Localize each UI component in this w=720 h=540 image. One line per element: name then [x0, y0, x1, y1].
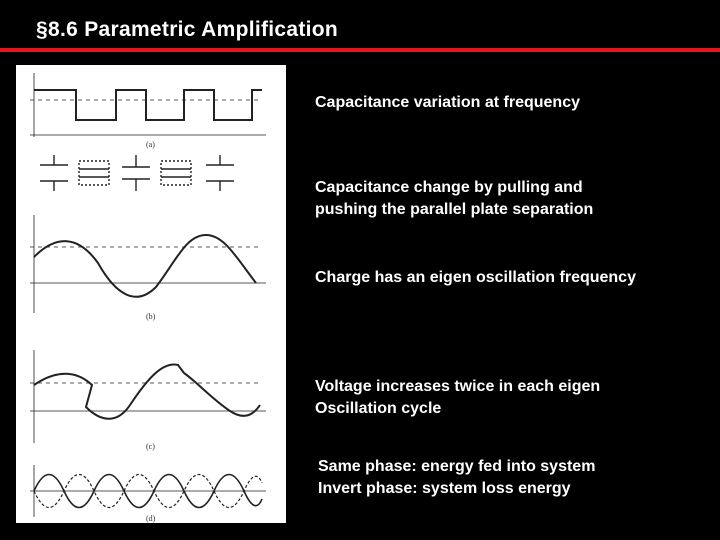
caption-charge-eigen-oscillation [315, 267, 636, 289]
caption-line: Oscillation cycle [315, 400, 442, 417]
caption-line: Voltage increases twice in each eigen [315, 378, 601, 395]
panel-label-d: (d) [146, 514, 156, 523]
caption-line: pushing the parallel plate separation [315, 201, 594, 218]
charge-oscillation-panel [30, 215, 266, 313]
caption-line: Charge has an eigen oscillation frequency [315, 269, 636, 286]
slide-title: §8.6 Parametric Amplification [36, 18, 339, 41]
caption-line: Capacitance variation at frequency [315, 94, 580, 111]
caption-capacitance-change [315, 177, 593, 221]
caption-line: Same phase: energy fed into system [318, 458, 596, 475]
title-bar [0, 0, 720, 48]
caption-line: Invert phase: system loss energy [318, 480, 571, 497]
square-wave-panel [30, 73, 266, 137]
parametric-amplification-figure [16, 65, 286, 523]
caption-capacitance-variation [315, 92, 580, 114]
voltage-panel [30, 350, 266, 443]
panel-label-b: (b) [146, 312, 156, 321]
caption-line: Capacitance change by pulling and [315, 179, 583, 196]
phase-comparison-panel [30, 465, 266, 517]
caption-voltage-increase [315, 376, 600, 420]
title-underline [0, 48, 720, 52]
caption-phase-energy [318, 456, 595, 500]
panel-label-a: (a) [146, 140, 155, 149]
panel-label-c: (c) [146, 442, 155, 451]
plate-capacitor-row [40, 155, 234, 191]
waveform-diagram [16, 65, 286, 523]
